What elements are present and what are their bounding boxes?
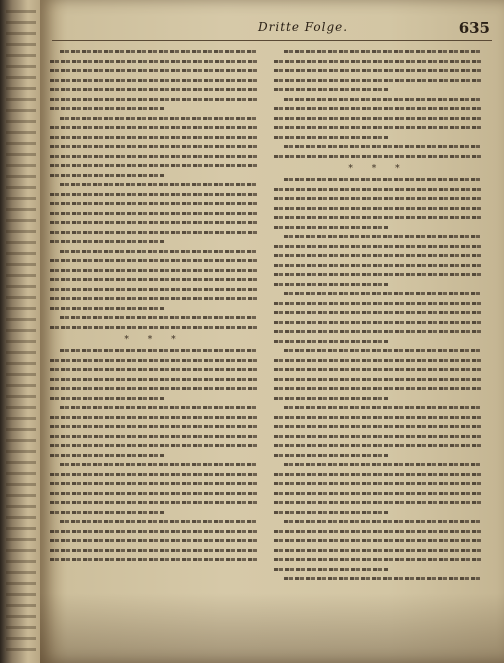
text-line bbox=[284, 577, 482, 580]
text-line bbox=[50, 60, 258, 63]
text-line bbox=[50, 558, 258, 561]
text-line bbox=[50, 79, 258, 82]
text-line bbox=[50, 136, 258, 139]
text-line bbox=[284, 406, 482, 409]
text-line bbox=[274, 264, 482, 267]
prev-page-text-line bbox=[6, 483, 36, 486]
text-line bbox=[50, 307, 164, 310]
text-line bbox=[50, 549, 258, 552]
prev-page-text-line bbox=[6, 230, 36, 233]
text-line bbox=[274, 79, 482, 82]
text-line bbox=[274, 321, 482, 324]
prev-page-text-line bbox=[6, 571, 36, 574]
text-line bbox=[60, 349, 258, 352]
text-line bbox=[274, 273, 482, 276]
prev-page-text-line bbox=[6, 450, 36, 453]
text-line bbox=[50, 297, 258, 300]
text-line bbox=[274, 378, 482, 381]
text-line bbox=[60, 406, 258, 409]
text-line bbox=[284, 292, 482, 295]
prev-page-text-line bbox=[6, 186, 36, 189]
text-line bbox=[60, 117, 258, 120]
prev-page-text-line bbox=[6, 87, 36, 90]
text-line bbox=[50, 88, 258, 91]
text-line bbox=[274, 126, 482, 129]
text-line bbox=[50, 126, 258, 129]
text-line bbox=[274, 245, 482, 248]
text-line bbox=[274, 188, 482, 191]
section-separator: * * * bbox=[348, 164, 408, 174]
text-line bbox=[50, 164, 258, 167]
text-line bbox=[274, 88, 388, 91]
text-line bbox=[284, 145, 482, 148]
text-line bbox=[50, 482, 258, 485]
text-line bbox=[284, 50, 482, 53]
text-line bbox=[274, 397, 388, 400]
text-line bbox=[274, 539, 482, 542]
text-line bbox=[274, 340, 388, 343]
text-line bbox=[274, 444, 482, 447]
text-line bbox=[50, 221, 258, 224]
prev-page-text-line bbox=[6, 373, 36, 376]
text-line bbox=[60, 250, 258, 253]
text-line bbox=[274, 425, 482, 428]
text-line bbox=[50, 435, 258, 438]
text-line bbox=[50, 511, 164, 514]
prev-page-text-line bbox=[6, 164, 36, 167]
prev-page-text-line bbox=[6, 296, 36, 299]
text-line bbox=[50, 69, 258, 72]
page-number: 635 bbox=[458, 19, 490, 37]
text-line bbox=[274, 568, 388, 571]
prev-page-text-line bbox=[6, 219, 36, 222]
prev-page-text-line bbox=[6, 21, 36, 24]
page-shadow bbox=[40, 593, 504, 663]
text-line bbox=[274, 69, 482, 72]
text-line bbox=[274, 511, 388, 514]
text-line bbox=[274, 283, 388, 286]
prev-page-text-line bbox=[6, 549, 36, 552]
prev-page-text-line bbox=[6, 395, 36, 398]
text-line bbox=[60, 316, 258, 319]
prev-page-text-line bbox=[6, 43, 36, 46]
text-line bbox=[284, 178, 482, 181]
text-line bbox=[274, 558, 482, 561]
prev-page-text-line bbox=[6, 384, 36, 387]
prev-page-text-line bbox=[6, 263, 36, 266]
text-line bbox=[274, 107, 482, 110]
prev-page-text-line bbox=[6, 252, 36, 255]
text-line bbox=[50, 174, 164, 177]
prev-page-text-line bbox=[6, 285, 36, 288]
text-line bbox=[60, 183, 258, 186]
text-line bbox=[274, 117, 482, 120]
text-line bbox=[60, 520, 258, 523]
text-line bbox=[274, 359, 482, 362]
prev-page-text-line bbox=[6, 131, 36, 134]
prev-page-text-line bbox=[6, 329, 36, 332]
header-rule bbox=[52, 40, 492, 41]
prev-page-text-line bbox=[6, 637, 36, 640]
prev-page-text-line bbox=[6, 307, 36, 310]
text-line bbox=[50, 444, 258, 447]
text-line bbox=[60, 50, 258, 53]
text-line bbox=[50, 492, 258, 495]
prev-page-text-line bbox=[6, 274, 36, 277]
text-line bbox=[284, 463, 482, 466]
prev-page-text-line bbox=[6, 120, 36, 123]
prev-page-text-line bbox=[6, 615, 36, 618]
prev-page-text-line bbox=[6, 582, 36, 585]
text-line bbox=[284, 349, 482, 352]
text-column-right bbox=[274, 50, 482, 590]
prev-page-text-line bbox=[6, 593, 36, 596]
prev-page-text-line bbox=[6, 175, 36, 178]
text-line bbox=[50, 501, 258, 504]
prev-page-text-line bbox=[6, 516, 36, 519]
text-line bbox=[274, 368, 482, 371]
prev-page-text-line bbox=[6, 472, 36, 475]
text-line bbox=[50, 397, 164, 400]
text-line bbox=[284, 235, 482, 238]
previous-page-edge bbox=[0, 0, 40, 663]
prev-page-text-line bbox=[6, 560, 36, 563]
text-line bbox=[274, 216, 482, 219]
prev-page-text-line bbox=[6, 197, 36, 200]
text-line bbox=[274, 136, 388, 139]
text-line bbox=[50, 269, 258, 272]
prev-page-text-line bbox=[6, 65, 36, 68]
text-line bbox=[50, 212, 258, 215]
text-line bbox=[274, 60, 482, 63]
prev-page-text-line bbox=[6, 604, 36, 607]
text-line bbox=[50, 387, 258, 390]
page-header bbox=[58, 20, 490, 38]
prev-page-text-line bbox=[6, 461, 36, 464]
text-line bbox=[274, 416, 482, 419]
prev-page-text-line bbox=[6, 648, 36, 651]
text-line bbox=[50, 425, 258, 428]
text-line bbox=[284, 98, 482, 101]
text-line bbox=[50, 473, 258, 476]
text-line bbox=[274, 330, 482, 333]
prev-page-text-line bbox=[6, 142, 36, 145]
prev-page-text-line bbox=[6, 153, 36, 156]
prev-page-text-line bbox=[6, 527, 36, 530]
text-line bbox=[60, 463, 258, 466]
text-line bbox=[274, 311, 482, 314]
text-line bbox=[50, 193, 258, 196]
prev-page-text-line bbox=[6, 439, 36, 442]
prev-page-text-line bbox=[6, 406, 36, 409]
text-line bbox=[274, 435, 482, 438]
text-line bbox=[274, 197, 482, 200]
prev-page-text-line bbox=[6, 208, 36, 211]
text-line bbox=[274, 549, 482, 552]
prev-page-text-line bbox=[6, 54, 36, 57]
prev-page-text-line bbox=[6, 417, 36, 420]
text-line bbox=[284, 520, 482, 523]
prev-page-text-line bbox=[6, 362, 36, 365]
text-line bbox=[274, 473, 482, 476]
text-line bbox=[50, 231, 258, 234]
text-line bbox=[274, 207, 482, 210]
prev-page-text-line bbox=[6, 98, 36, 101]
text-line bbox=[50, 359, 258, 362]
text-line bbox=[50, 288, 258, 291]
text-line bbox=[274, 387, 482, 390]
text-line bbox=[274, 530, 482, 533]
text-line bbox=[50, 368, 258, 371]
prev-page-text-line bbox=[6, 10, 36, 13]
text-line bbox=[50, 378, 258, 381]
prev-page-text-line bbox=[6, 538, 36, 541]
text-line bbox=[50, 240, 164, 243]
prev-page-text-line bbox=[6, 428, 36, 431]
prev-page-text-line bbox=[6, 318, 36, 321]
book-page bbox=[40, 0, 504, 663]
prev-page-text-line bbox=[6, 32, 36, 35]
text-line bbox=[274, 302, 482, 305]
prev-page-text-line bbox=[6, 241, 36, 244]
text-line bbox=[50, 145, 258, 148]
prev-page-text-line bbox=[6, 109, 36, 112]
text-line bbox=[50, 539, 258, 542]
text-line bbox=[274, 482, 482, 485]
text-line bbox=[274, 155, 482, 158]
section-separator: * * * bbox=[124, 335, 184, 345]
running-title: Dritte Folge. bbox=[258, 20, 349, 34]
text-line bbox=[50, 416, 258, 419]
text-line bbox=[50, 454, 164, 457]
text-line bbox=[50, 202, 258, 205]
prev-page-text-line bbox=[6, 505, 36, 508]
text-line bbox=[274, 492, 482, 495]
text-line bbox=[50, 107, 164, 110]
prev-page-text-line bbox=[6, 494, 36, 497]
text-line bbox=[274, 254, 482, 257]
text-line bbox=[50, 259, 258, 262]
prev-page-text-line bbox=[6, 340, 36, 343]
text-line bbox=[274, 501, 482, 504]
prev-page-text-line bbox=[6, 626, 36, 629]
text-line bbox=[50, 326, 258, 329]
prev-page-text-line bbox=[6, 76, 36, 79]
text-line bbox=[50, 98, 258, 101]
prev-page-text-line bbox=[6, 351, 36, 354]
text-column-left bbox=[50, 50, 258, 590]
text-line bbox=[50, 530, 258, 533]
text-line bbox=[274, 454, 388, 457]
text-line bbox=[274, 226, 388, 229]
text-line bbox=[50, 278, 258, 281]
text-line bbox=[50, 155, 258, 158]
